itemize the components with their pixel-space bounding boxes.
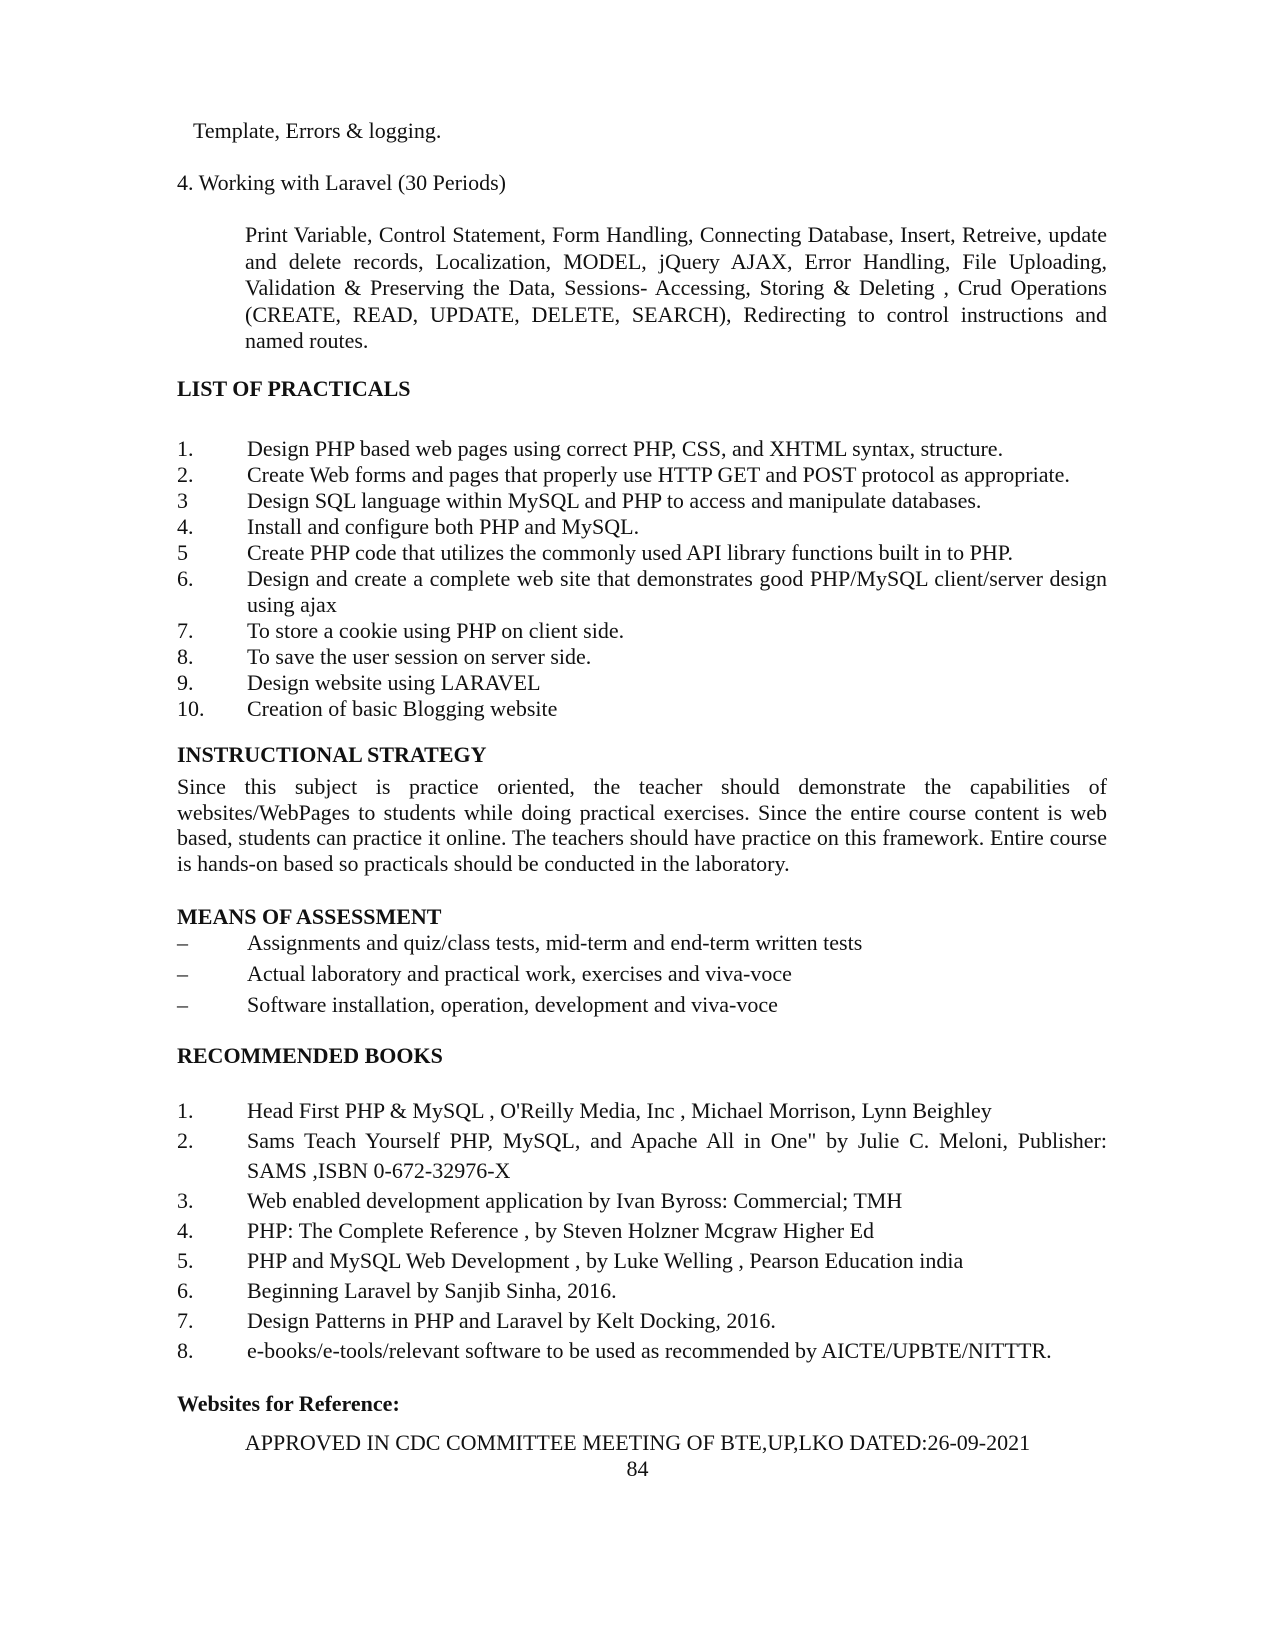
section-4-title: 4. Working with Laravel (30 Periods) [177,170,506,195]
item-text: Assignments and quiz/class tests, mid-term and end-term written tests [247,930,863,955]
assessment-heading: MEANS OF ASSESSMENT [177,904,442,929]
item-text: PHP and MySQL Web Development , by Luke Welling , Pearson Education india [247,1248,964,1273]
item-number: 1. [177,1098,194,1123]
page-number: 84 [626,1456,649,1481]
item-text: Design SQL language within MySQL and PHP to access and manipulate databases. [247,488,982,513]
approval-footer: APPROVED IN CDC COMMITTEE MEETING OF BTE,UP,LKO DATED:26-09-2021 [244,1430,1031,1455]
intro-line: Template, Errors & logging. [193,118,442,143]
section-4-body: Print Variable, Control Statement, Form Handling, Connecting Database, Insert, Retreive, update and delete records, Localization, MODEL, jQuery AJAX, Error Handling, File Uploading, Validation & Preserving the Data, Sessions- Accessing, Storing & Deleting , Crud Operations (CREATE, READ, UPDATE, DELETE, SEARCH), Redirecting to control instructions and named routes. [245,222,1107,353]
websites-heading: Websites for Reference: [177,1391,400,1416]
bullet-dash: – [177,992,188,1017]
item-text: Sams Teach Yourself PHP, MySQL, and Apache All in One" by Julie C. Meloni, Publisher: SAMS ,ISBN 0-672-32976-X [247,1128,1107,1183]
item-text: Creation of basic Blogging website [247,696,558,721]
item-number: 4. [177,1218,194,1243]
item-number: 10. [177,696,205,721]
item-number: 1. [177,436,194,461]
item-text: To save the user session on server side. [247,644,592,669]
item-text: Beginning Laravel by Sanjib Sinha, 2016. [247,1278,617,1303]
item-number: 6. [177,1278,194,1303]
item-text: Web enabled development application by Ivan Byross: Commercial; TMH [247,1188,903,1213]
item-number: 2. [177,1128,194,1153]
item-number: 5. [177,1248,194,1273]
item-text: Software installation, operation, development and viva-voce [247,992,778,1017]
item-number: 7. [177,618,194,643]
strategy-heading: INSTRUCTIONAL STRATEGY [177,742,487,767]
item-text: Create PHP code that utilizes the commonly used API library functions built in to PHP. [247,540,1014,565]
item-number: 6. [177,566,194,591]
practicals-heading: LIST OF PRACTICALS [177,376,411,401]
item-text: Design PHP based web pages using correct PHP, CSS, and XHTML syntax, structure. [247,436,1004,461]
item-text: Install and configure both PHP and MySQL. [247,514,640,539]
bullet-dash: – [177,930,188,955]
item-text: PHP: The Complete Reference , by Steven Holzner Mcgraw Higher Ed [247,1218,875,1243]
item-number: 4. [177,514,194,539]
item-number: 3 [177,488,188,513]
item-text: Create Web forms and pages that properly use HTTP GET and POST protocol as appropriate. [247,462,1070,487]
item-text: Head First PHP & MySQL , O'Reilly Media, Inc , Michael Morrison, Lynn Beighley [247,1098,992,1123]
books-heading: RECOMMENDED BOOKS [177,1043,443,1068]
item-number: 8. [177,644,194,669]
item-number: 5 [177,540,188,565]
item-number: 7. [177,1308,194,1333]
bullet-dash: – [177,961,188,986]
item-text: Design and create a complete web site that demonstrates good PHP/MySQL client/server design using ajax [247,566,1107,617]
item-text: Actual laboratory and practical work, exercises and viva-voce [247,961,792,986]
item-number: 8. [177,1338,194,1363]
item-text: Design website using LARAVEL [247,670,541,695]
item-number: 3. [177,1188,194,1213]
strategy-body: Since this subject is practice oriented, the teacher should demonstrate the capabilities of websites/WebPages to students while doing practical exercises. Since the entire course content is web based, students can practice it online. The teachers should have practice on this framework. Entire course is hands-on based so practicals should be conducted in the laboratory. [177,774,1107,876]
item-number: 2. [177,462,194,487]
item-text: Design Patterns in PHP and Laravel by Kelt Docking, 2016. [247,1308,776,1333]
item-text: e-books/e-tools/relevant software to be used as recommended by AICTE/UPBTE/NITTTR. [247,1338,1052,1363]
item-number: 9. [177,670,194,695]
item-text: To store a cookie using PHP on client side. [247,618,625,643]
